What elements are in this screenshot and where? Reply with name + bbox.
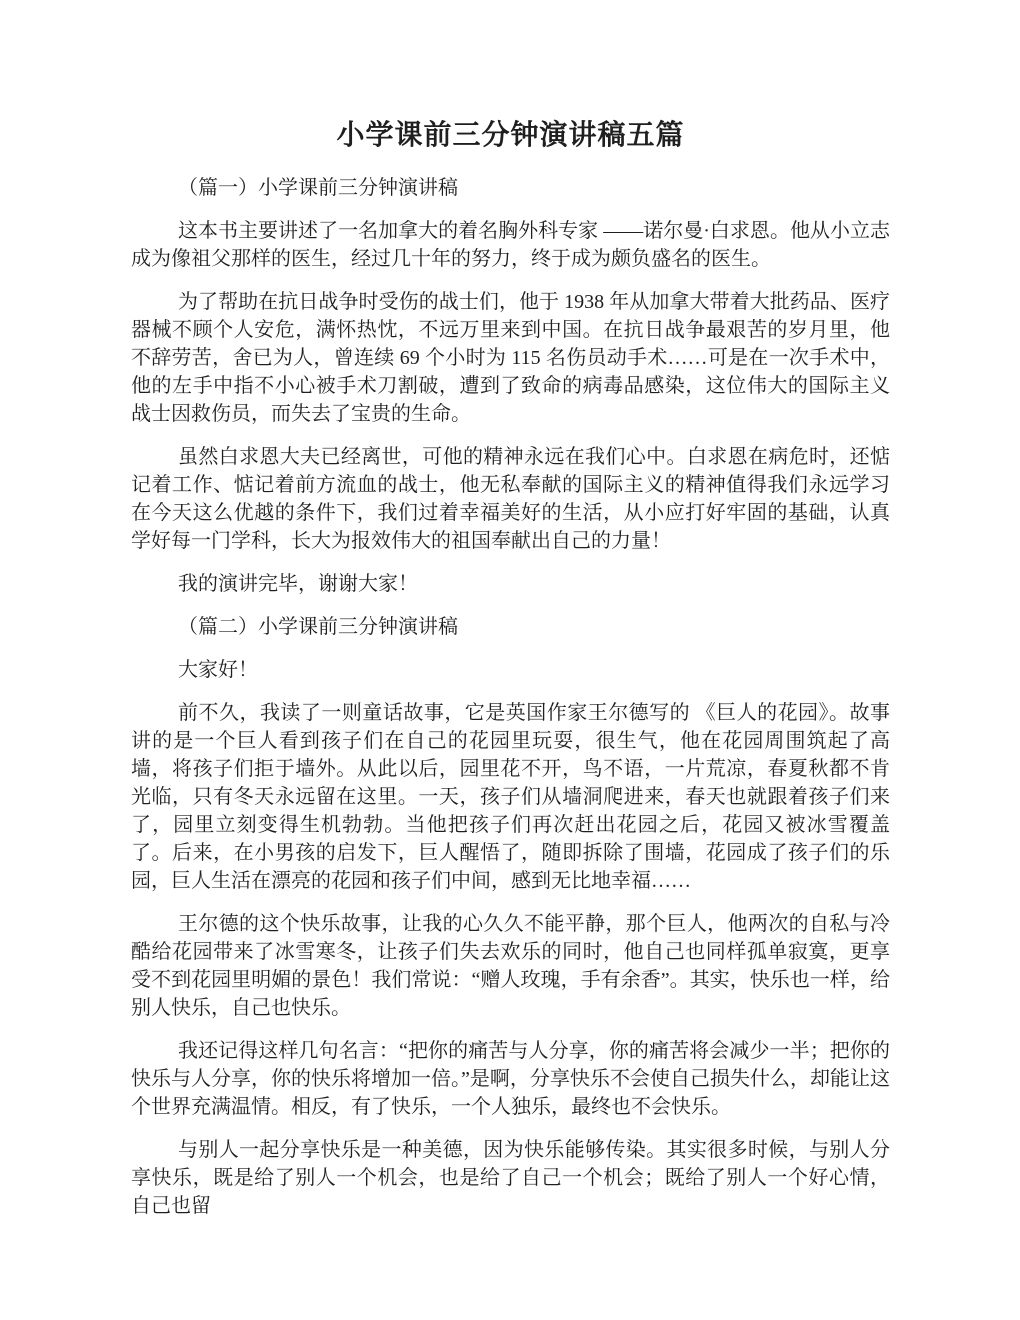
paragraph: 这本书主要讲述了一名加拿大的着名胸外科专家 ——诺尔曼·白求恩。他从小立志成为像祖父那样的医生，经过几十年的努力，终于成为颇负盛名的医生。 — [131, 220, 890, 270]
paragraph: 虽然白求恩大夫已经离世，可他的精神永远在我们心中。白求恩在病危时，还惦记着工作、惦记着前方流血的战士，他无私奉献的国际主义的精神值得我们永远学习在今天这么优越的条件下，我们过着幸福美好的生活，从小应打好牢固的基础，认真学好每一门学科，长大为报效伟大的祖国奉献出自己的力量！ — [131, 446, 890, 552]
document-body — [131, 174, 890, 1220]
paragraph: 为了帮助在抗日战争时受伤的战士们，他于 1938 年从加拿大带着大批药品、医疗器械不顾个人安危，满怀热忱，不远万里来到中国。在抗日战争最艰苦的岁月里，他不辞劳苦，舍已为人，曾连续 69 个小时为 115 名伤员动手术……可是在一次手术中，他的左手中指不小心被手术刀割破，遭到了致命的病毒品感染，这位伟大的国际主义战士因救伤员，而失去了宝贵的生命。 — [131, 291, 890, 425]
paragraph: 王尔德的这个快乐故事，让我的心久久不能平静，那个巨人，他两次的自私与冷酷给花园带来了冰雪寒冬，让孩子们失去欢乐的同时，他自己也同样孤单寂寞，更享受不到花园里明媚的景色！我们常说：“赠人玫瑰，手有余香”。其实，快乐也一样，给别人快乐，自己也快乐。 — [131, 913, 890, 1019]
paragraph: （篇二）小学课前三分钟演讲稿 — [178, 616, 458, 638]
paragraph: 我的演讲完毕，谢谢大家！ — [178, 573, 418, 595]
page-title: 小学课前三分钟演讲稿五篇 — [336, 120, 685, 151]
paragraph: （篇一）小学课前三分钟演讲稿 — [178, 177, 458, 199]
paragraph: 我还记得这样几句名言：“把你的痛苦与人分享，你的痛苦将会减少一半；把你的快乐与人分享，你的快乐将增加一倍。”是啊，分享快乐不会使自己损失什么，却能让这个世界充满温情。相反，有了快乐，一个人独乐，最终也不会快乐。 — [131, 1040, 890, 1118]
paragraph: 大家好！ — [178, 659, 258, 681]
paragraph: 前不久，我读了一则童话故事，它是英国作家王尔德写的 《巨人的花园》。故事讲的是一个巨人看到孩子们在自己的花园里玩耍，很生气，他在花园周围筑起了高墙，将孩子们拒于墙外。从此以后，园里花不开，鸟不语，一片荒凉，春夏秋都不肯光临，只有冬天永远留在这里。一天，孩子们从墙洞爬进来，春天也就跟着孩子们来了，园里立刻变得生机勃勃。当他把孩子们再次赶出花园之后，花园又被冰雪覆盖了。后来，在小男孩的启发下，巨人醒悟了，随即拆除了围墙，花园成了孩子们的乐园，巨人生活在漂亮的花园和孩子们中间，感到无比地幸福…… — [131, 702, 890, 892]
paragraph: 与别人一起分享快乐是一种美德，因为快乐能够传染。其实很多时候，与别人分享快乐，既是给了别人一个机会，也是给了自己一个机会；既给了别人一个好心情，自己也留 — [131, 1139, 890, 1217]
